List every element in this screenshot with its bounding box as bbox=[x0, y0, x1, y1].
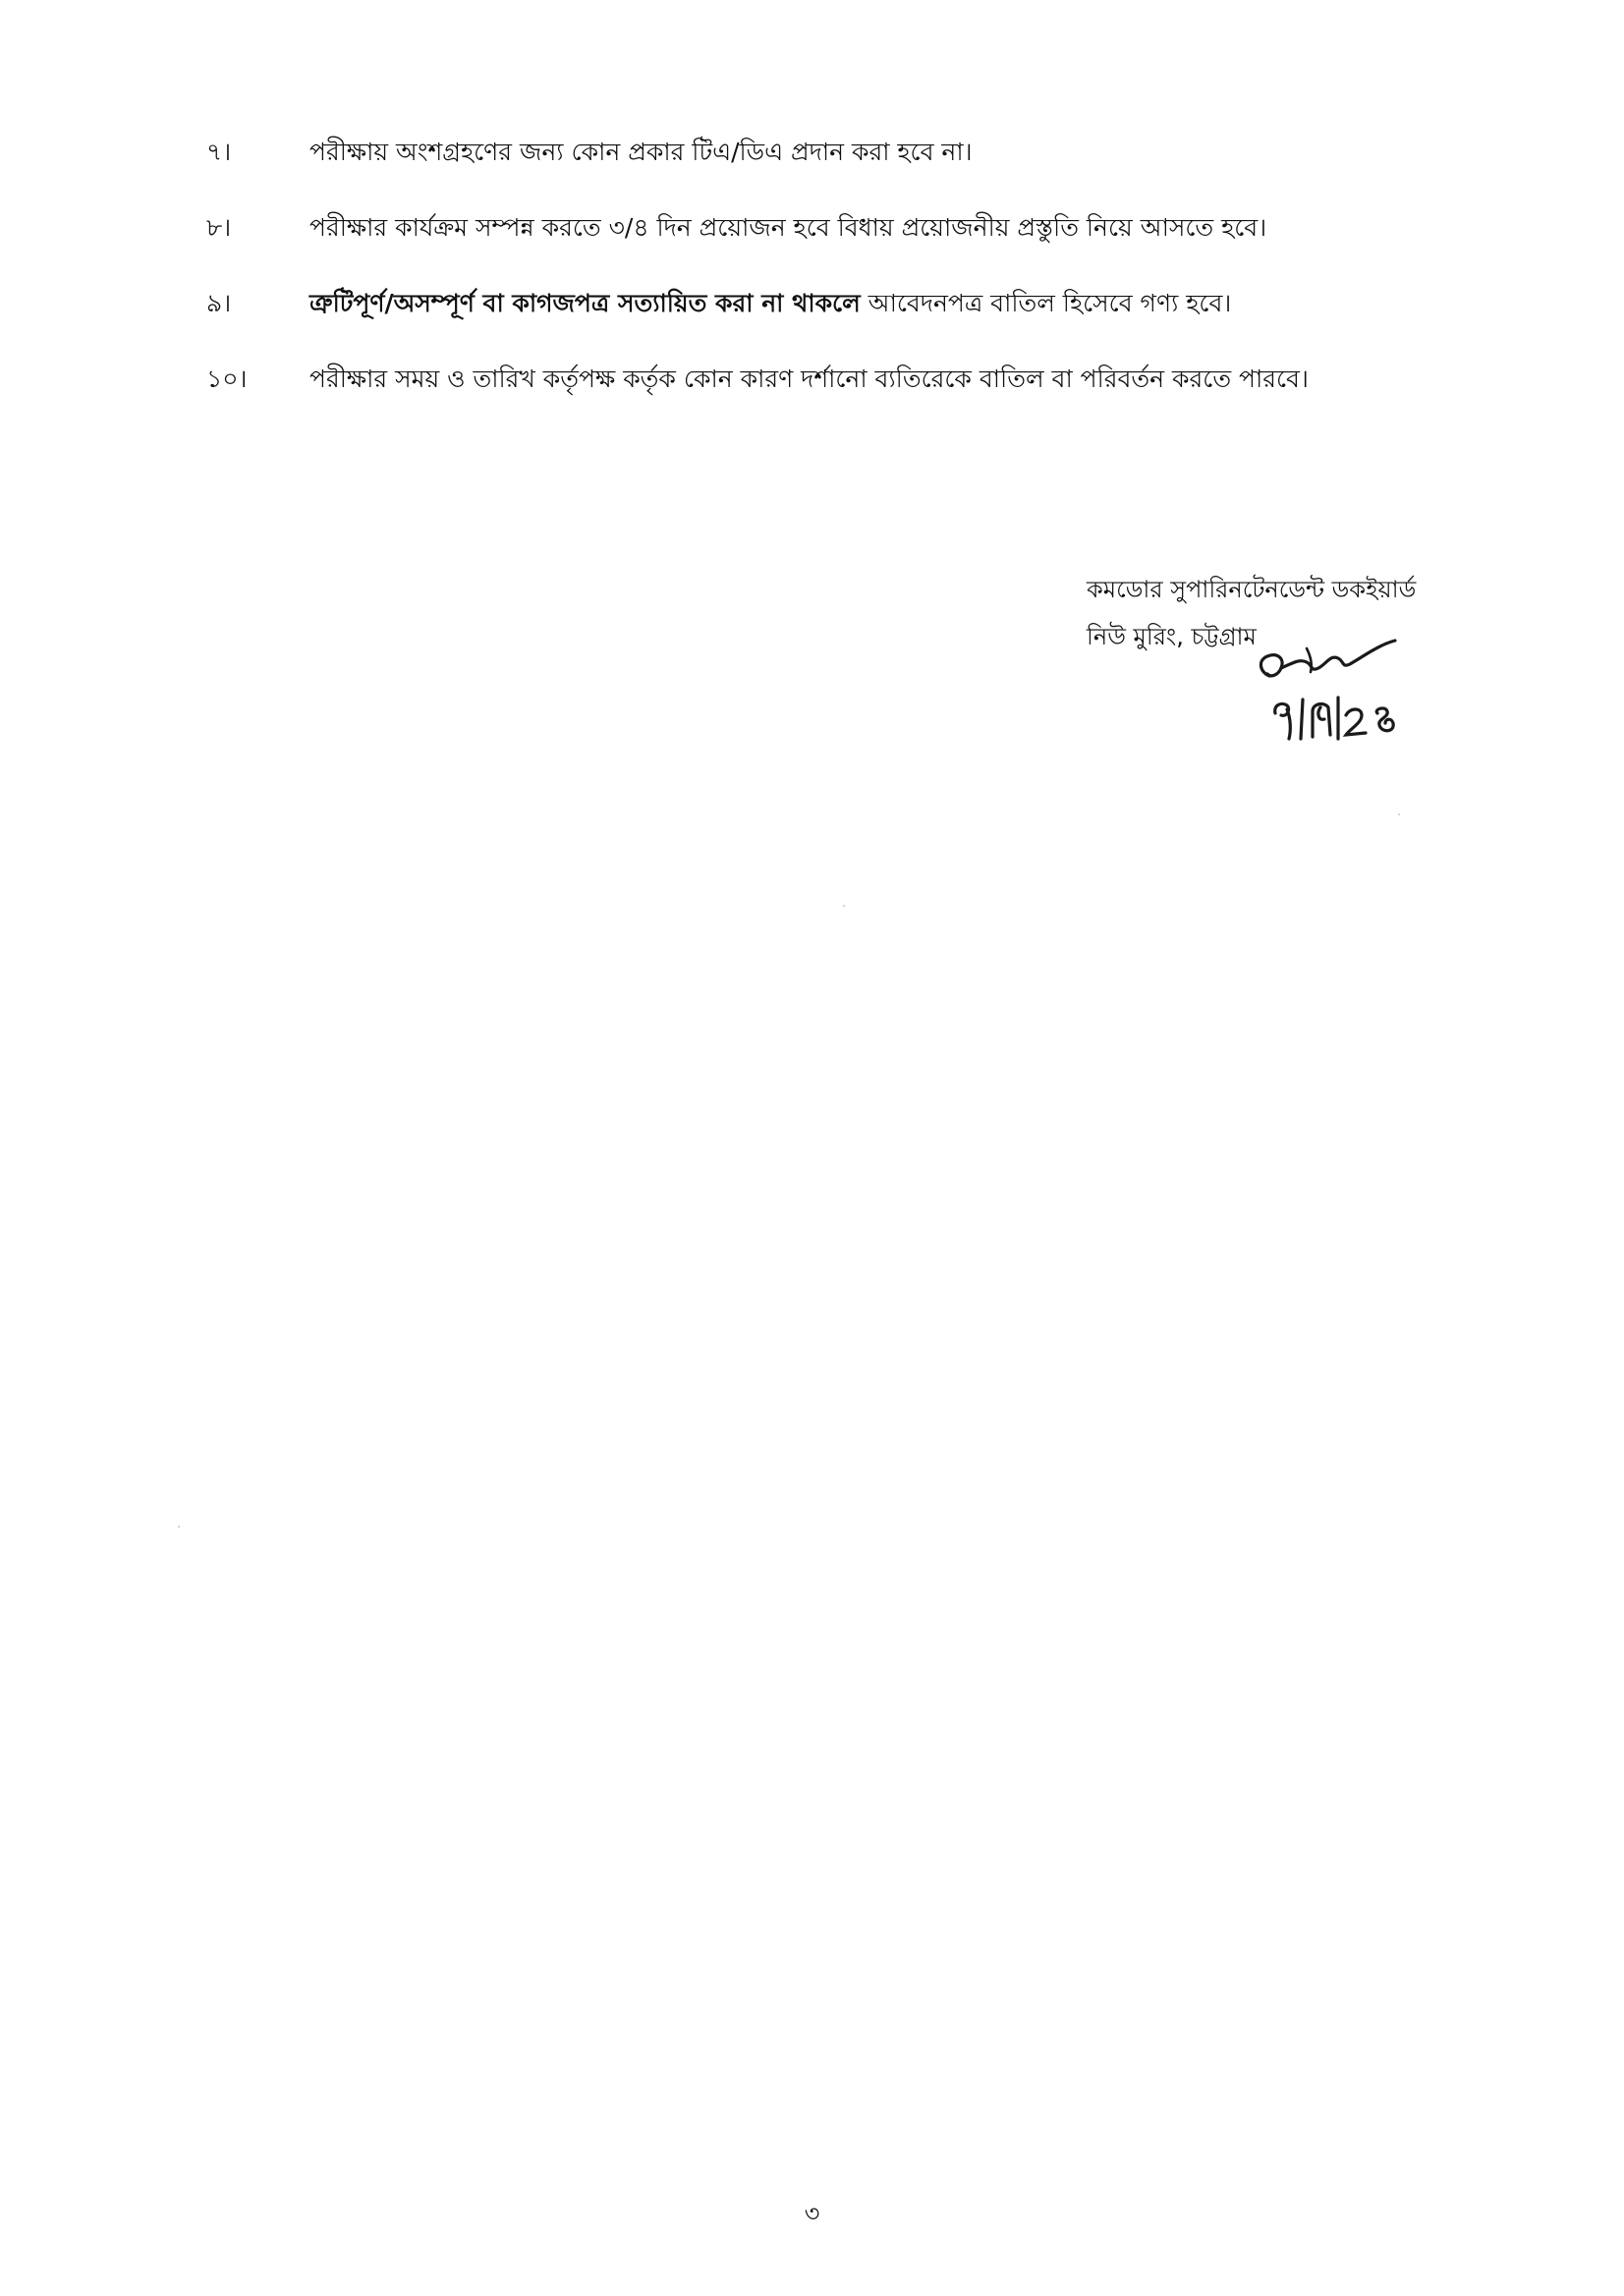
instruction-list bbox=[206, 133, 1523, 435]
handwritten-signature bbox=[1248, 629, 1503, 756]
signatory-location: নিউ মুরিং, চট্টগ্রাম bbox=[1087, 623, 1257, 650]
item-number: ১০। bbox=[206, 364, 248, 393]
list-item bbox=[206, 284, 1523, 360]
list-item bbox=[206, 360, 1523, 435]
item-body-text: পরীক্ষায় অংশগ্রহণের জন্য কোন প্রকার টিএ/ডিএ প্রদান করা হবে না। bbox=[309, 138, 973, 166]
item-body-text: পরীক্ষার কার্যক্রম সম্পন্ন করতে ৩/৪ দিন প্রয়োজন হবে বিধায় প্রয়োজনীয় প্রস্তুতি নিয়ে আসতে হবে। bbox=[309, 213, 1267, 242]
page-number: ৩ bbox=[804, 2200, 820, 2227]
item-number: ৮। bbox=[206, 213, 232, 242]
list-item bbox=[206, 208, 1523, 284]
scan-speck bbox=[1398, 813, 1400, 815]
item-number: ৭। bbox=[206, 138, 232, 166]
item-text bbox=[309, 133, 973, 172]
item-text bbox=[309, 284, 1231, 323]
scan-speck bbox=[843, 905, 845, 907]
scan-speck bbox=[178, 1526, 180, 1528]
item-text bbox=[309, 208, 1266, 248]
item-bold-text: ত্রুটিপূর্ণ/অসম্পূর্ণ বা কাগজপত্র সত্যায়িত করা না থাকলে bbox=[309, 289, 861, 317]
signatory-title: কমডোর সুপারিনটেনডেন্ট ডকইয়ার্ড bbox=[1087, 576, 1417, 603]
item-body-text: পরীক্ষার সময় ও তারিখ কর্তৃপক্ষ কর্তৃক কোন কারণ দর্শানো ব্যতিরেকে বাতিল বা পরিবর্তন করতে পারবে। bbox=[309, 364, 1309, 393]
item-number: ৯। bbox=[206, 289, 232, 317]
item-text bbox=[309, 360, 1309, 399]
item-body-text: আবেদনপত্র বাতিল হিসেবে গণ্য হবে। bbox=[860, 289, 1232, 317]
list-item bbox=[206, 133, 1523, 208]
